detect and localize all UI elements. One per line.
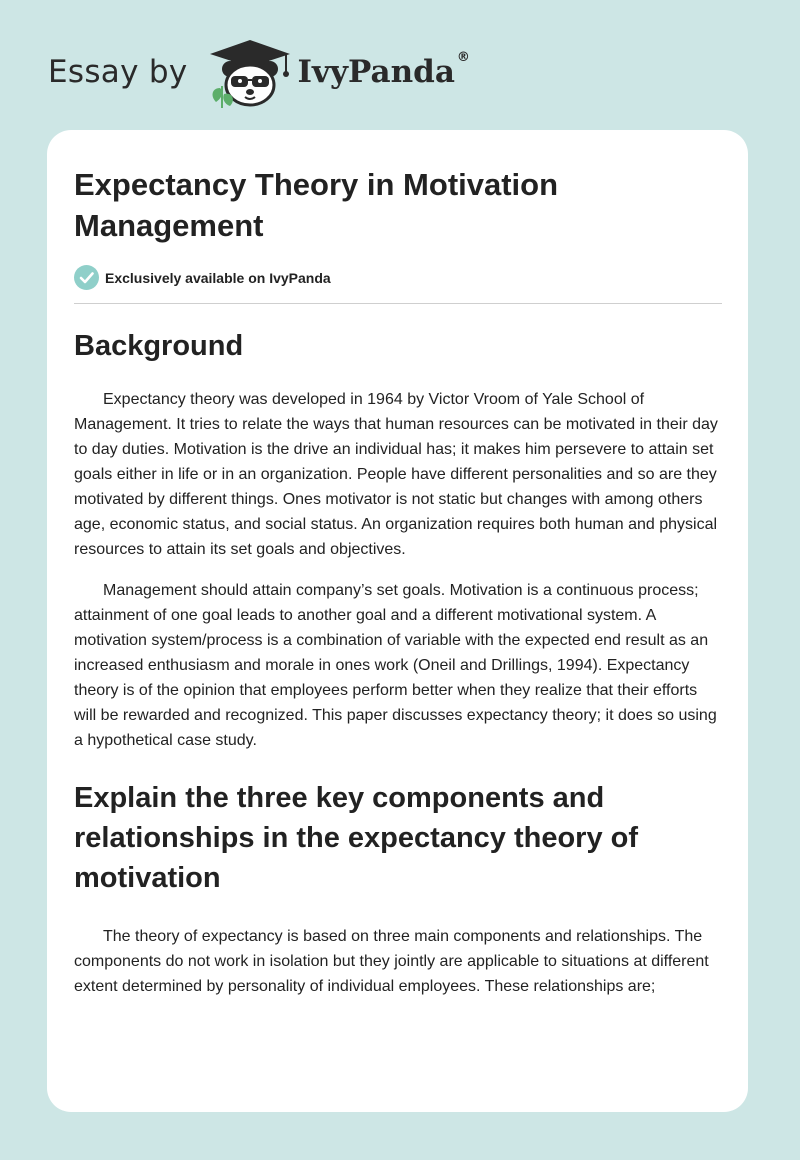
paragraph: Expectancy theory was developed in 1964 by Victor Vroom of Yale School of Management. It tries to relate the ways that human resources can be motivated in their day to day duties. Motivation is the drive an individual has; it makes him persevere to attain set goals either in life or in an organization. People have different personalities and so are they motivated by different things. Ones motivator is not static but changes with among others age, economic status, and social status. An organization requires both human and physical resources to attain its set goals and objectives. xyxy=(74,391,718,558)
registered-mark: ® xyxy=(456,50,470,65)
section-heading-components: Explain the three key components and relationships in the expectancy theory of motivation xyxy=(74,782,639,894)
site-brand[interactable] xyxy=(48,36,508,108)
article-title: Expectancy Theory in Motivation Management xyxy=(74,167,559,243)
check-circle-icon xyxy=(74,265,99,290)
panda-graduate-icon xyxy=(206,36,294,108)
section-heading-background: Background xyxy=(74,330,244,362)
paragraph: The theory of expectancy is based on three main components and relationships. The components do not work in isolation but they jointly are applicable to situations at different extent determined by personality of individual employees. These relationships are; xyxy=(74,928,709,995)
exclusive-text: Exclusively available on IvyPanda xyxy=(105,269,331,286)
brand-prefix: Essay by xyxy=(48,54,188,90)
divider xyxy=(74,303,722,304)
brand-name: IvyPanda xyxy=(297,54,455,90)
exclusive-badge xyxy=(74,265,722,290)
paragraph: Management should attain company’s set goals. Motivation is a continuous process; attainment of one goal leads to another goal and a different motivational system. A motivation system/process is a combination of variable with the expected end result as an increased enthusiasm and morale in ones work (Oneil and Drillings, 1994). Expectancy theory is of the opinion that employees perform better when they realize that their efforts will be rewarded and recognized. This paper discusses expectancy theory; it does so using a hypothetical case study. xyxy=(74,582,717,749)
article-card xyxy=(47,130,748,1112)
